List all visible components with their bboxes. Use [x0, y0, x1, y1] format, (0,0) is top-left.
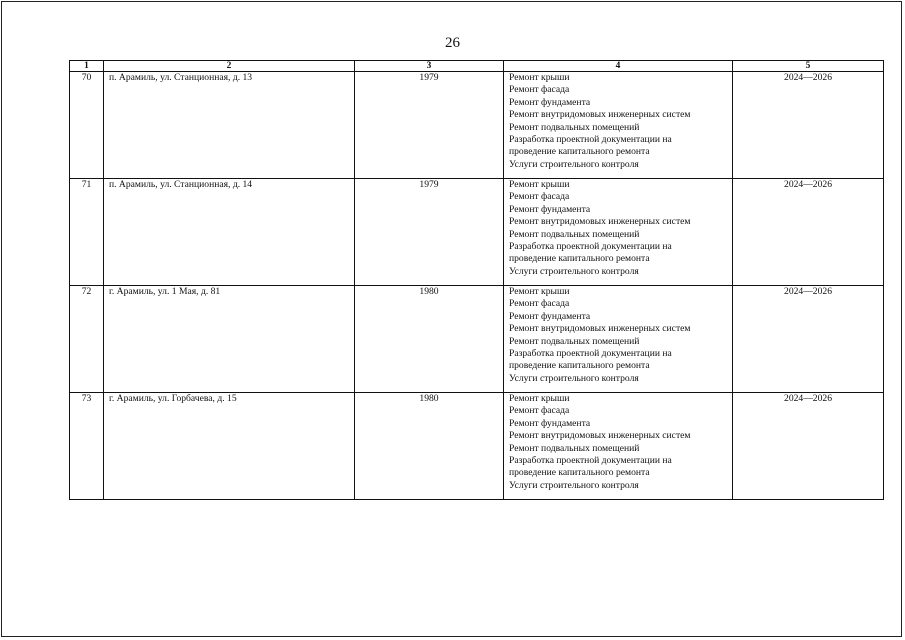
work-item: Ремонт подвальных помещений: [509, 442, 640, 454]
work-item: Ремонт внутридомовых инженерных систем: [509, 430, 691, 442]
work-item: Ремонт фундамента: [509, 96, 591, 108]
work-item: Разработка проектной документации на: [509, 455, 672, 467]
column-header-year: 3: [355, 61, 504, 72]
work-item: проведение капитального ремонта: [509, 146, 650, 158]
work-item: проведение капитального ремонта: [509, 467, 650, 479]
row-year: 1980: [355, 393, 504, 500]
work-item: Ремонт фасада: [509, 405, 570, 417]
work-item: Ремонт внутридомовых инженерных систем: [509, 323, 691, 335]
column-header-works: 4: [504, 61, 733, 72]
work-item: Разработка проектной документации на: [509, 241, 672, 253]
row-number: 71: [70, 179, 104, 286]
work-item: Ремонт фундамента: [509, 417, 591, 429]
row-number: 72: [70, 286, 104, 393]
work-item: Ремонт фасада: [509, 191, 570, 203]
row-works: [504, 393, 733, 500]
work-item: Разработка проектной документации на: [509, 134, 672, 146]
row-period: 2024—2026: [733, 286, 884, 393]
repair-registry-table: [69, 60, 884, 500]
table-row: [70, 286, 884, 393]
row-works: [504, 286, 733, 393]
column-header-address: 2: [104, 61, 355, 72]
work-item: Ремонт фундамента: [509, 203, 591, 215]
table-row: [70, 179, 884, 286]
column-header-number: 1: [70, 61, 104, 72]
work-item: Услуги строительного контроля: [509, 372, 639, 384]
row-address: г. Арамиль, ул. Горбачева, д. 15: [104, 393, 355, 500]
work-item: Ремонт фасада: [509, 84, 570, 96]
work-item: Услуги строительного контроля: [509, 265, 639, 277]
work-item: Ремонт подвальных помещений: [509, 121, 640, 133]
row-number: 70: [70, 72, 104, 179]
row-works: [504, 72, 733, 179]
work-item: Ремонт внутридомовых инженерных систем: [509, 216, 691, 228]
row-period: 2024—2026: [733, 72, 884, 179]
work-item: Ремонт подвальных помещений: [509, 228, 640, 240]
row-address: г. Арамиль, ул. 1 Мая, д. 81: [104, 286, 355, 393]
table-body: [70, 72, 884, 500]
row-period: 2024—2026: [733, 393, 884, 500]
work-item: Ремонт крыши: [509, 72, 570, 83]
row-period: 2024—2026: [733, 179, 884, 286]
row-address: п. Арамиль, ул. Станционная, д. 14: [104, 179, 355, 286]
work-item: проведение капитального ремонта: [509, 360, 650, 372]
work-item: Услуги строительного контроля: [509, 158, 639, 170]
table-row: [70, 393, 884, 500]
row-year: 1979: [355, 72, 504, 179]
column-header-period: 5: [733, 61, 884, 72]
work-item: Ремонт подвальных помещений: [509, 335, 640, 347]
work-item: Ремонт фундамента: [509, 310, 591, 322]
row-year: 1980: [355, 286, 504, 393]
work-item: Разработка проектной документации на: [509, 348, 672, 360]
work-item: Ремонт крыши: [509, 286, 570, 297]
work-item: Ремонт внутридомовых инженерных систем: [509, 109, 691, 121]
work-item: Ремонт крыши: [509, 179, 570, 190]
row-works: [504, 179, 733, 286]
row-address: п. Арамиль, ул. Станционная, д. 13: [104, 72, 355, 179]
table-header-row: [70, 61, 884, 72]
work-item: Ремонт крыши: [509, 393, 570, 404]
table-row: [70, 72, 884, 179]
work-item: проведение капитального ремонта: [509, 253, 650, 265]
work-item: Услуги строительного контроля: [509, 479, 639, 491]
row-year: 1979: [355, 179, 504, 286]
page-number: 26: [445, 35, 460, 51]
work-item: Ремонт фасада: [509, 298, 570, 310]
row-number: 73: [70, 393, 104, 500]
